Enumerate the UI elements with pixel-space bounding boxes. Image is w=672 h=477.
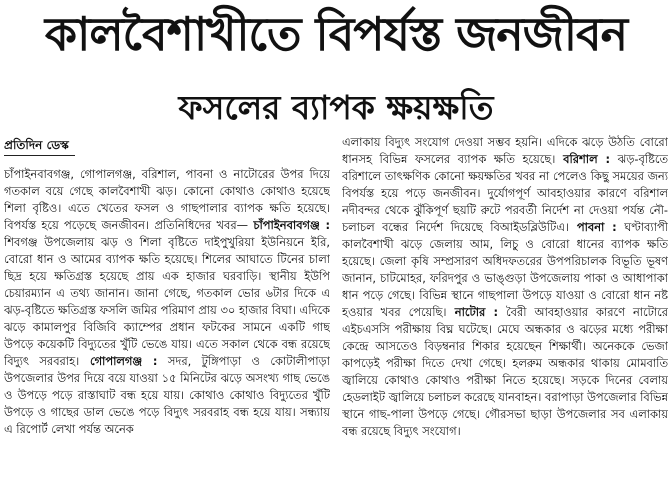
pabna-text: ঘণ্টাব্যাপী কালবৈশাখী ঝড়ে জেলায় আম, লিচু ও বোরো ধানের ব্যাপক ক্ষতি হয়েছে। জেলা কৃষি সম্প্রসারণ অধিদফতরের উপপরিচালক বিভূতি ভূষণ জানান, চাটমোহর, ফরিদপুর ও ভাঙ্গুড়া উপজেলায় পাকা ও আধাপাকা ধান পড়ে গেছে। বিভিন্ন স্থানে গাছপালা উপড়ে যাওয়া ও বোরো ধান নষ্ট হওয়ার খবর পেয়েছি। xyxy=(342,220,668,319)
pabna-label: পাবনা : xyxy=(568,220,617,234)
gopalganj-text: সদর, টুঙ্গিপাড়া ও কোটালীপাড়া উপজেলার উপর দিয়ে বয়ে যাওয়া ১৫ মিনিটের ঝড়ে অসংখ্য গাছ ভেঙে ও উপড়ে পড়ে রাস্তাঘাট বন্ধ হয়ে যায়। কোথাও কোথাও বিদ্যুতের খুঁটি উপড়ে ও গাছের ডাল ভেঙে পড়ে বিদ্যুৎ সরবরাহ বন্ধ হয়ে যায়। সন্ধ্যায় এ রিপোর্ট লেখা পর্যন্ত অনেক xyxy=(4,354,330,436)
byline: প্রতিদিন ডেস্ক xyxy=(4,137,75,156)
natore-label: নাটোর : xyxy=(446,305,499,319)
intro-paragraph xyxy=(4,166,330,438)
chapainawabganj-label: চাঁপাইনবাবগঞ্জ : xyxy=(253,218,330,232)
natore-text: বৈরী আবহাওয়ার কারণে নাটোরে এইচএসসি পরীক্ষায় বিঘ্ন ঘটেছে। মেঘে অন্ধকার ও ঝড়ের মধ্যে পরীক্ষা কেন্দ্রে আসতেও বিড়ম্বনার শিকার হয়েছেন শিক্ষার্থী। অনেককে ভেজা কাপড়েই পরীক্ষা দিতে দেখা গেছে। হলরুম অন্ধকার থাকায় মোমবাতি জ্বালিয়ে কোথাও কোথাও পরীক্ষা নিতে হয়েছে। সড়কে দিনের বেলায় হেডলাইট জ্বালিয়ে চলাচল করেছে যানবাহন। বরাপাড়া উপজেলার বিভিন্ন স্থানে গাছ-পালা উপড়ে গেছে। গৌরসভা ছাড়া উপজেলার সব এলাকায় বন্ধ রয়েছে বিদ্যুৎ সংযোগ। xyxy=(342,305,668,438)
barishal-text: ঝড়-বৃষ্টিতে বরিশালে তাৎক্ষণিক কোনো ক্ষয়ক্ষতির খবর না পেলেও কিছু সময়ের জন্য বিপর্যস্ত হয়ে পড়ে জনজীবন। দুর্যোগপূর্ণ আবহাওয়ার কারণে বরিশাল নদীবন্দর থেকে ঝুঁকিপূর্ণ ছয়টি রুটে পরবর্তী নির্দেশ না দেওয়া পর্যন্ত নৌ-চলাচল বন্ধের নির্দেশ দিয়েছে বিআইডব্লিউটিএ। xyxy=(342,152,668,234)
intro-text: চাঁপাইনবাবগঞ্জ, গোপালগঞ্জ, বরিশাল, পাবনা ও নাটোরের উপর দিয়ে গতকাল বয়ে গেছে কালবৈশাখী ঝড়। কোনো কোথাও কোথাও হয়েছে শিলা বৃষ্টিও। এতে খেতের ফসল ও গাছপালার ব্যাপক ক্ষতি হয়েছে। বিপর্যস্ত হয়ে পড়েছে জনজীবন। প্রতিনিধিদের খবর— xyxy=(4,167,330,232)
left-column xyxy=(4,134,330,474)
barishal-label: বরিশাল : xyxy=(555,152,611,166)
headline: কালবৈশাখীতে বিপর্যস্ত জনজীবন xyxy=(44,7,628,61)
chapainawabganj-text: শিবগঞ্জ উপজেলায় ঝড় ও শিলা বৃষ্টিতে দাইপুখুরিয়া ইউনিয়নে ইরি, বোরো ধান ও আমের ব্যাপক ক্ষতি হয়েছে। শিলের আঘাতে টিনের চালা ছিদ্র হয়ে ক্ষতিগ্রস্ত হয়েছে প্রায় এক হাজার ঘরবাড়ি। স্থানীয় ইউপি চেয়ারম্যান এ তথ্য জানান। জানা গেছে, গতকাল ভোর ৬টার দিকে এ ঝড়-বৃষ্টিতে ক্ষতিগ্রস্ত ফসলি জমির পরিমাণ প্রায় ৩০ হাজার বিঘা। এদিকে ঝড়ে কামালপুর বিজিবি ক্যাম্পের প্রধান ফটকের সামনে একটি গাছ উপড়ে কয়েকটি বিদ্যুতের খুঁটি ভেঙে যায়। এতে সকাল থেকে বন্ধ রয়েছে বিদ্যুৎ সরবরাহ। xyxy=(4,235,330,368)
subheadline: ফসলের ব্যাপক ক্ষয়ক্ষতি xyxy=(178,88,494,127)
continued-text: এলাকায় বিদ্যুৎ সংযোগ দেওয়া সম্ভব হয়নি। এদিকে ঝড়ে উঠতি বোরো ধানসহ বিভিন্ন ফসলের ব্যাপক ক্ষতি হয়েছে। xyxy=(342,135,668,166)
right-paragraph xyxy=(342,134,668,440)
gopalganj-label: গোপালগঞ্জ : xyxy=(79,354,158,368)
article-body xyxy=(4,134,668,474)
right-column xyxy=(342,134,668,474)
